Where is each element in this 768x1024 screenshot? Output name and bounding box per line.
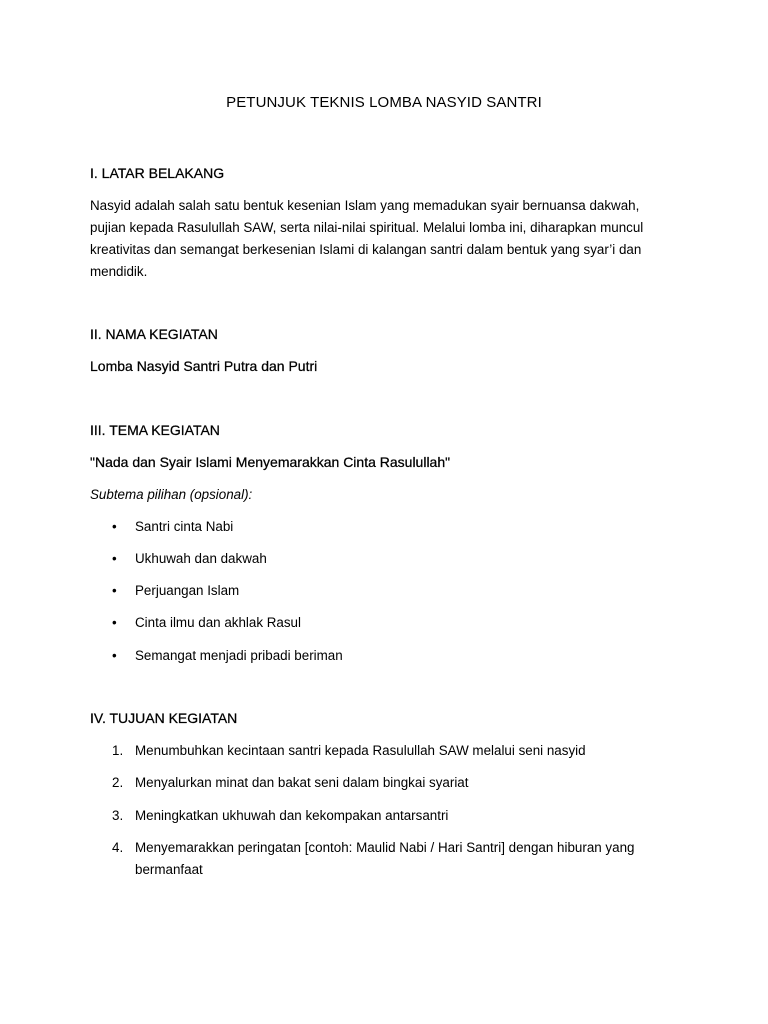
numbered-item-text (135, 740, 675, 762)
list-item-text: Santri cinta Nabi (135, 519, 234, 534)
list-item-text: Cinta ilmu dan akhlak Rasul (135, 615, 301, 630)
numbered-item-text (135, 837, 675, 881)
document-title: PETUNJUK TEKNIS LOMBA NASYID SANTRI (226, 94, 542, 111)
item-line: Meningkatkan ukhuwah dan kekompakan antarsantri (135, 808, 449, 823)
item-number: 3. (112, 808, 124, 823)
bullet-icon: • (112, 648, 117, 663)
numbered-item-text (135, 772, 675, 794)
list-item-text: Perjuangan Islam (135, 583, 240, 598)
paragraph-latar-belakang (90, 195, 680, 283)
bullet-icon: • (112, 551, 117, 566)
numbered-item-text (135, 805, 675, 827)
item-line: Menyemarakkan peringatan [contoh: Maulid Nabi / Hari Santri] dengan hiburan yang (135, 840, 635, 855)
paragraph-line: pujian kepada Rasulullah SAW, serta nilai-nilai spiritual. Melalui lomba ini, diharapkan muncul (90, 220, 644, 235)
subtema-label: Subtema pilihan (opsional): (90, 487, 253, 502)
heading-nama-kegiatan: II. NAMA KEGIATAN (90, 326, 218, 342)
heading-tujuan-kegiatan: IV. TUJUAN KEGIATAN (90, 710, 238, 726)
list-item-text: Semangat menjadi pribadi beriman (135, 648, 343, 663)
bullet-icon: • (112, 615, 117, 630)
item-line: Menumbuhkan kecintaan santri kepada Rasulullah SAW melalui seni nasyid (135, 743, 586, 758)
item-number: 4. (112, 840, 124, 855)
paragraph-line: Nasyid adalah salah satu bentuk kesenian Islam yang memadukan syair bernuansa dakwah, (90, 198, 640, 213)
heading-latar-belakang: I. LATAR BELAKANG (90, 165, 225, 181)
nama-kegiatan-value: Lomba Nasyid Santri Putra dan Putri (90, 358, 318, 374)
tema-kegiatan-value: "Nada dan Syair Islami Menyemarakkan Cinta Rasulullah" (90, 454, 451, 470)
heading-tema-kegiatan: III. TEMA KEGIATAN (90, 422, 220, 438)
item-number: 2. (112, 775, 124, 790)
list-item-text: Ukhuwah dan dakwah (135, 551, 267, 566)
bullet-icon: • (112, 583, 117, 598)
bullet-icon: • (112, 519, 117, 534)
item-line: Menyalurkan minat dan bakat seni dalam bingkai syariat (135, 775, 469, 790)
paragraph-line: kreativitas dan semangat berkesenian Islami di kalangan santri dalam bentuk yang syar’i dan (90, 242, 642, 257)
item-number: 1. (112, 743, 124, 758)
paragraph-line: mendidik. (90, 264, 148, 279)
item-line: bermanfaat (135, 862, 203, 877)
